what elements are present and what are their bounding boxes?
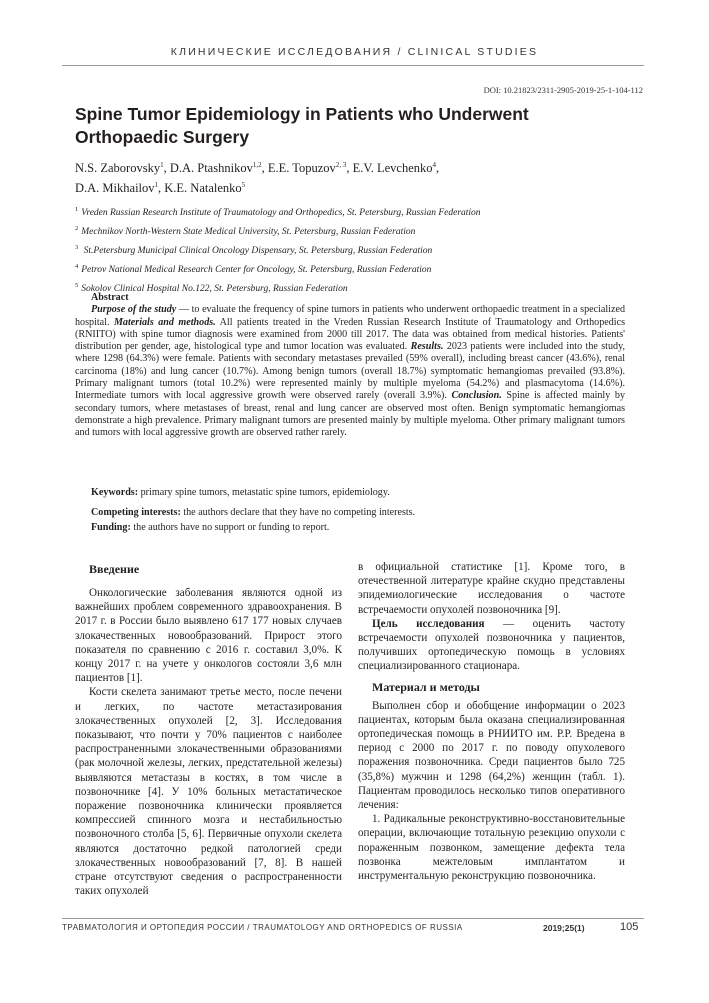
funding: Funding: the authors have no support or funding to report.	[91, 522, 330, 533]
competing-interests: Competing interests: the authors declare that they have no competing interests.	[91, 507, 416, 518]
author: E.E. Topuzov$^{2, 3}$,	[267, 161, 353, 175]
paragraph: 1. Радикальные реконструктивно-восстановительные операции, включающие тотальную резекцию опухоли с пораженным позвонком, замещение дефекта тела позвонка межтеловым имплантатом и инструментальную реконструкцию позвоночника.	[358, 813, 625, 883]
abstract-body: Purpose of the study — to evaluate the frequency of spine tumors in patients who underwent orthopaedic treatment in a specialized hospital. Materials and methods. All patients treated in the Vreden Russian Research Institute of Traumatology and Orthopedics (RNIITO) with spine tumor diagnosis were examined from 2000 till 2017. The data was obtained from medical histories. Patients' distribution per gender, age, histological type and tumor location was evaluated. Results. 2023 patients were included into the study, where 1298 (64.3%) were female. Patients with secondary metastases prevailed (59% overall), including breast cancer (43.6%), renal carcinoma (18%) and lung cancer (10.7%). Among benign tumors (overall 18.7%) symptomatic hemangiomas prevailed (93.8%). Primary malignant tumors (total 10.2%) were represented mainly by multiple myeloma (54.2%) and plasmacytoma (14.6%). Intermediate tumors with local aggressive growth were observed rarely (overall 3.9%). Conclusion. Spine is affected mainly by secondary tumors, where metastases of breast, renal and lung cancer are observed most often. Benign symptomatic hemangiomas demonstrate a high prevalence. Primary malignant tumors are presented mainly by multiple myeloma. Other primary malignant tumors and tumors with local aggressive growth are observed rather rarely.	[75, 304, 626, 439]
affiliation-item: $^3$ St.Petersburg Municipal Clinical Oncology Dispensary, St. Petersburg, Russian Federation	[75, 244, 433, 256]
paragraph: Выполнен сбор и обобщение информации о 2023 пациентах, которым была оказана специализированная ортопедическая помощь в РНИИТО им. Р.Р. Вредена в период с 2000 по 2017 г. по поводу опухолевого поражения позвоночника. Среди пациентов было 725 (35,8%) мужчин и 1298 (64,2%) женщин (табл. 1). Пациентам проводилось несколько типов оперативного лечения:	[358, 699, 625, 812]
paragraph: Кости скелета занимают третье место, после печени и легких, по частоте метастазирования злокачественных опухолей [2, 3]. Исследования показывают, что почти у 70% пациентов с наиболее распространенными злокачественными образованиями (рак молочной железы, легких, предстательной железы) выявляются метастазы в костях, в том числе в позвоночнике [4]. У 10% больных метастатическое поражение позвоночника клинически проявляется компрессией спинного мозга и нестабильностью позвоночного столба [5, 6]. Первичные опухоли скелета являются достаточно редкой патологией среди злокачественных новообразований [7, 8]. В нашей стране отсутствуют сведения о распространенности таких опухолей	[75, 686, 342, 898]
affiliation-item: $^2$ Mechnikov North-Western State Medical University, St. Petersburg, Russian Federation	[75, 225, 416, 237]
affiliations	[75, 202, 635, 297]
affiliation-item: $^4$ Petrov National Medical Research Center for Oncology, St. Petersburg, Russian Federation	[75, 263, 432, 275]
keywords: Keywords: primary spine tumors, metastatic spine tumors, epidemiology.	[91, 487, 390, 498]
affiliation-item: $^5$ Sokolov Clinical Hospital No.122, St. Petersburg, Russian Federation	[75, 282, 348, 294]
footer-divider	[62, 918, 644, 919]
section-heading-intro: Введение	[89, 562, 140, 576]
paragraph: Онкологические заболевания являются одной из важнейших проблем современного здравоохранения. В 2017 г. в России было выявлено 617 177 новых случаев злокачественных новообразований. Прирост этого показателя по сравнению с 2016 г. составил 3,0%. К концу 2017 г. на учете у онкологов состояли 3,6 млн пациентов [1].	[75, 587, 342, 685]
author: N.S. Zaborovsky$^1$,	[75, 161, 170, 175]
footer-issue: 2019;25(1)	[543, 923, 585, 933]
abstract-heading: Abstract	[91, 292, 129, 303]
affiliation-item: $^1$ Vreden Russian Research Institute of Traumatology and Orthopedics, St. Petersburg, Russian Federation	[75, 206, 481, 218]
doi[interactable]: DOI: 10.21823/2311-2905-2019-25-1-104-112	[483, 85, 643, 95]
author: E.V. Levchenko$^4$,	[352, 161, 440, 175]
author-list	[75, 157, 595, 197]
author: D.A. Mikhailov$^1$,	[75, 181, 165, 195]
paragraph-aim: Цель исследования — оценить частоту встречаемости опухолей позвоночника у пациентов, получивших ортопедическую помощь в условиях специализированного стационара.	[358, 617, 625, 673]
author: D.A. Ptashnikov$^{1,2}$,	[169, 161, 268, 175]
article-title: Spine Tumor Epidemiology in Patients who Underwent Orthopaedic Surgery	[75, 104, 529, 147]
page-number: 105	[620, 921, 639, 933]
abstract	[75, 292, 625, 440]
author: K.E. Natalenko$^5$	[164, 181, 246, 195]
footer-journal: ТРАВМАТОЛОГИЯ И ОРТОПЕДИЯ РОССИИ / TRAUMATOLOGY AND ORTHOPEDICS OF RUSSIA	[62, 923, 463, 932]
body-column-right	[358, 560, 625, 883]
header-divider	[62, 65, 644, 66]
section-heading-methods: Материал и методы	[372, 679, 480, 694]
body-column-left	[75, 560, 342, 898]
paragraph: в официальной статистике [1]. Кроме того, в отечественной литературе крайне скудно представлены эпидемиологические исследования о частоте встречаемости опухолей позвоночника [9].	[358, 561, 625, 616]
journal-section-header: КЛИНИЧЕСКИЕ ИССЛЕДОВАНИЯ / CLINICAL STUDIES	[170, 46, 539, 58]
